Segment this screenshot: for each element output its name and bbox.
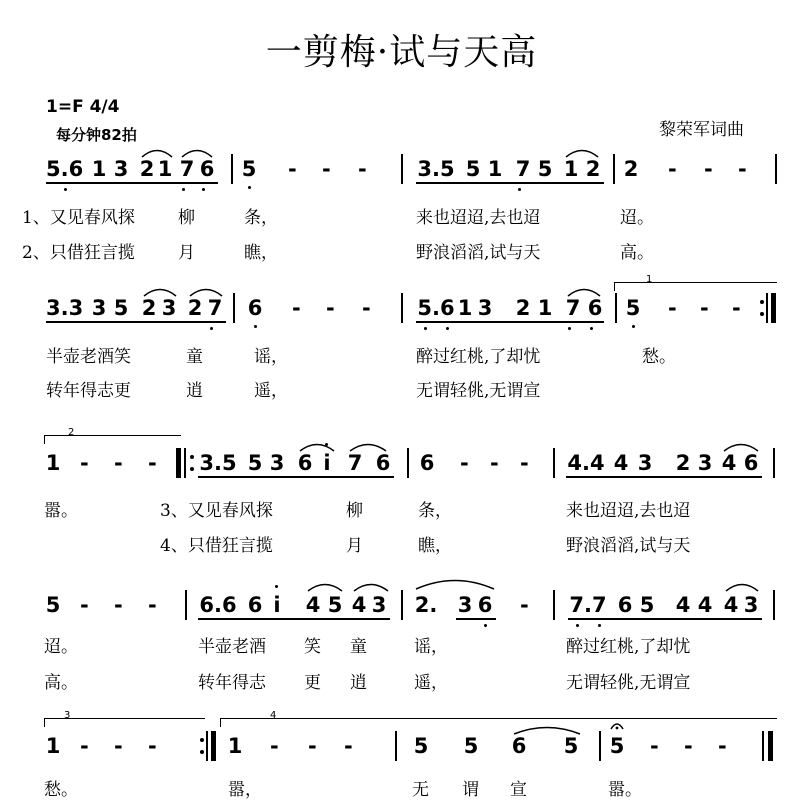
hold-dash: - (650, 734, 659, 758)
barline (553, 448, 555, 478)
beam-underline (46, 182, 218, 184)
beam-underline (566, 476, 762, 478)
hold-dash: - (114, 593, 123, 617)
note: 5 (247, 451, 263, 475)
note: 2. (414, 593, 438, 617)
lyric: 逍 (350, 673, 367, 693)
note: 3 (113, 157, 129, 181)
lyric: 无 (412, 780, 429, 800)
barline (184, 448, 186, 478)
end-repeat-barline (771, 293, 776, 323)
note: 6 (743, 451, 759, 475)
lyric: 半壶老酒笑 (46, 347, 131, 367)
low-octave-dot (424, 327, 427, 330)
lyric: 3、又见春风探 (160, 501, 273, 521)
low-octave-dot (568, 327, 571, 330)
note: 1 (91, 157, 107, 181)
note: 6 (587, 296, 603, 320)
barline (766, 293, 768, 323)
note: 1 (537, 296, 553, 320)
note: 2 (585, 157, 601, 181)
slur (722, 440, 760, 452)
low-octave-dot (446, 327, 449, 330)
barline (613, 154, 615, 184)
note: 2 (515, 296, 531, 320)
lyric: 瞧， (418, 536, 452, 556)
slur (188, 285, 224, 297)
hold-dash: - (520, 451, 529, 475)
slur (724, 580, 760, 592)
lyric: 迢。 (44, 637, 78, 657)
low-octave-dot (598, 624, 601, 627)
note: 1 (487, 157, 503, 181)
lyric: 嚣。 (608, 780, 642, 800)
lyric: 高。 (44, 673, 78, 693)
note: 3 (743, 593, 759, 617)
low-octave-dot (202, 188, 205, 191)
low-octave-dot (64, 188, 67, 191)
note: 5 (537, 157, 553, 181)
lyric: 2、只借狂言揽 (22, 243, 135, 263)
volta-bracket-1 (614, 282, 777, 291)
low-octave-dot (182, 188, 185, 191)
note: 1 (157, 157, 173, 181)
note: 5 (113, 296, 129, 320)
slur (564, 146, 600, 158)
song-title: 一剪梅·试与天高 (265, 32, 538, 73)
note: 5 (463, 734, 479, 758)
note: 4.4 (567, 451, 605, 475)
composer-credit: 黎荣军词曲 (659, 120, 744, 140)
barline (407, 448, 409, 478)
note: 1 (227, 734, 243, 758)
lyric: 条， (418, 501, 452, 521)
lyric: 高。 (620, 243, 654, 263)
lyric: 宣 (510, 780, 527, 800)
note: 4 (697, 593, 713, 617)
barline (185, 590, 187, 620)
hold-dash: - (344, 734, 353, 758)
hold-dash: - (322, 157, 331, 181)
note: 6 (375, 451, 391, 475)
lyric: 野浪滔滔,试与天 (566, 536, 691, 556)
note: 3 (477, 296, 493, 320)
note: 3 (637, 451, 653, 475)
note: 6 (247, 296, 263, 320)
hold-dash: - (490, 451, 499, 475)
barline (233, 293, 235, 323)
lyric: 转年得志 (198, 673, 266, 693)
note: 4 (721, 451, 737, 475)
note: 2 (623, 157, 639, 181)
barline (553, 590, 555, 620)
note: 7 (565, 296, 581, 320)
note: 3 (161, 296, 177, 320)
hold-dash: - (114, 451, 123, 475)
hold-dash: - (270, 734, 279, 758)
note: i (323, 451, 331, 475)
key-signature: 1=F 4/4 (46, 97, 120, 117)
lyric: 童 (350, 637, 367, 657)
hold-dash: - (148, 734, 157, 758)
hold-dash: - (148, 593, 157, 617)
beam-underline (46, 321, 226, 323)
lyric: 谣， (414, 637, 448, 657)
low-octave-dot (632, 325, 635, 328)
note: 5 (639, 593, 655, 617)
note: 3 (91, 296, 107, 320)
volta-number: 4 (270, 710, 277, 721)
note: 2 (141, 296, 157, 320)
note: 5 (563, 734, 579, 758)
lyric: 逍 (186, 381, 203, 401)
hold-dash: - (362, 296, 371, 320)
hold-dash: - (520, 593, 529, 617)
note: 7.7 (569, 593, 607, 617)
note: 1 (45, 734, 61, 758)
note: 7 (347, 451, 363, 475)
hold-dash: - (704, 157, 713, 181)
lyric: 嚣。 (44, 501, 78, 521)
note: 5 (327, 593, 343, 617)
note: 6 (297, 451, 313, 475)
barline (401, 154, 403, 184)
beam-underline (198, 618, 390, 620)
hold-dash: - (738, 157, 747, 181)
barline (401, 293, 403, 323)
note: i (273, 593, 281, 617)
final-barline (768, 731, 773, 761)
barline (401, 590, 403, 620)
barline (231, 154, 233, 184)
note: 7 (515, 157, 531, 181)
beam-underline (416, 321, 604, 323)
slur (142, 285, 178, 297)
note: 5.6 (46, 157, 84, 181)
hold-dash: - (668, 157, 677, 181)
note: 4 (351, 593, 367, 617)
lyric: 无谓轻佻,无谓宣 (566, 673, 691, 693)
repeat-dot (190, 455, 194, 459)
volta-number: 1 (646, 274, 653, 285)
beam-underline (416, 182, 604, 184)
note: 5 (413, 734, 429, 758)
note: 2 (139, 157, 155, 181)
lyric: 醉过红桃,了却忧 (416, 347, 541, 367)
slur (414, 576, 496, 590)
repeat-dot (200, 750, 204, 754)
lyric: 迢。 (620, 208, 654, 228)
hold-dash: - (148, 451, 157, 475)
note: 1 (457, 296, 473, 320)
lyric: 谓 (462, 780, 479, 800)
note: 6 (511, 734, 527, 758)
hold-dash: - (80, 593, 89, 617)
tempo-marking: 每分钟82拍 (56, 126, 137, 144)
note: 3.3 (46, 296, 84, 320)
note: 5 (241, 157, 257, 181)
hold-dash: - (288, 157, 297, 181)
hold-dash: - (718, 734, 727, 758)
start-repeat-barline (176, 448, 181, 478)
note: 5.6 (417, 296, 455, 320)
low-octave-dot (248, 186, 251, 189)
lyric: 醉过红桃,了却忧 (566, 637, 691, 657)
hold-dash: - (668, 296, 677, 320)
note: 4 (305, 593, 321, 617)
lyric: 遥， (414, 673, 448, 693)
hold-dash: - (684, 734, 693, 758)
barline (599, 731, 601, 761)
lyric: 条， (244, 208, 278, 228)
lyric: 月 (346, 536, 363, 556)
lyric: 更 (304, 673, 321, 693)
barline (395, 731, 397, 761)
note: 7 (179, 157, 195, 181)
beam-underline (568, 618, 762, 620)
note: 3 (697, 451, 713, 475)
high-octave-dot (275, 585, 278, 588)
note: 3 (457, 593, 473, 617)
note: 6 (247, 593, 263, 617)
lyric: 愁。 (642, 347, 676, 367)
lyric: 遥， (254, 381, 288, 401)
note: 5 (465, 157, 481, 181)
note: 7 (207, 296, 223, 320)
barline (773, 590, 775, 620)
note: 6 (617, 593, 633, 617)
hold-dash: - (114, 734, 123, 758)
repeat-dot (760, 312, 764, 316)
lyric: 来也迢迢,去也迢 (566, 501, 691, 521)
lyric: 柳 (346, 501, 363, 521)
fermata-icon (609, 718, 625, 732)
low-octave-dot (484, 624, 487, 627)
low-octave-dot (590, 327, 593, 330)
hold-dash: - (732, 296, 741, 320)
note: 3.5 (417, 157, 455, 181)
lyric: 来也迢迢,去也迢 (416, 208, 541, 228)
note: 4 (613, 451, 629, 475)
note: 5 (609, 734, 625, 758)
slur (352, 580, 390, 592)
lyric: 愁。 (44, 780, 78, 800)
lyric: 半壶老酒 (198, 637, 266, 657)
note: 1 (563, 157, 579, 181)
note: 6 (419, 451, 435, 475)
lyric: 4、只借狂言揽 (160, 536, 273, 556)
beam-underline (456, 618, 496, 620)
note: 3 (269, 451, 285, 475)
barline (615, 293, 617, 323)
hold-dash: - (308, 734, 317, 758)
lyric: 转年得志更 (46, 381, 131, 401)
volta-bracket-2 (44, 435, 181, 444)
slur (512, 723, 582, 735)
slur (348, 440, 388, 452)
low-octave-dot (210, 327, 213, 330)
repeat-dot (200, 738, 204, 742)
slur (140, 146, 174, 158)
barline (206, 731, 208, 761)
slur (298, 440, 336, 452)
note: 2 (675, 451, 691, 475)
beam-underline (198, 476, 394, 478)
volta-number: 2 (68, 427, 75, 438)
note: 6 (199, 157, 215, 181)
note: 5 (45, 593, 61, 617)
barline (773, 448, 775, 478)
hold-dash: - (292, 296, 301, 320)
hold-dash: - (80, 734, 89, 758)
note: 5 (625, 296, 641, 320)
repeat-dot (760, 300, 764, 304)
volta-bracket-4 (220, 718, 777, 727)
low-octave-dot (518, 188, 521, 191)
volta-number: 3 (64, 710, 71, 721)
low-octave-dot (254, 325, 257, 328)
low-octave-dot (576, 624, 579, 627)
note: 3 (371, 593, 387, 617)
repeat-dot (190, 467, 194, 471)
lyric: 柳 (178, 208, 195, 228)
hold-dash: - (700, 296, 709, 320)
note: 4 (675, 593, 691, 617)
slur (180, 146, 214, 158)
hold-dash: - (326, 296, 335, 320)
note: 3.5 (199, 451, 237, 475)
barline (762, 731, 764, 761)
note: 1 (45, 451, 61, 475)
hold-dash: - (358, 157, 367, 181)
lyric: 无谓轻佻,无谓宣 (416, 381, 541, 401)
note: 6.6 (199, 593, 237, 617)
lyric: 笑 (304, 637, 321, 657)
slur (566, 285, 602, 297)
note: 4 (723, 593, 739, 617)
hold-dash: - (460, 451, 469, 475)
lyric: 童 (186, 347, 203, 367)
lyric: 1、又见春风探 (22, 208, 135, 228)
note: 6 (477, 593, 493, 617)
hold-dash: - (80, 451, 89, 475)
barline (775, 154, 777, 184)
lyric: 嚣， (228, 780, 262, 800)
slur (306, 580, 344, 592)
note: 2 (187, 296, 203, 320)
lyric: 谣， (254, 347, 288, 367)
lyric: 瞧， (244, 243, 278, 263)
lyric: 野浪滔滔,试与天 (416, 243, 541, 263)
end-repeat-barline (211, 731, 216, 761)
lyric: 月 (178, 243, 195, 263)
